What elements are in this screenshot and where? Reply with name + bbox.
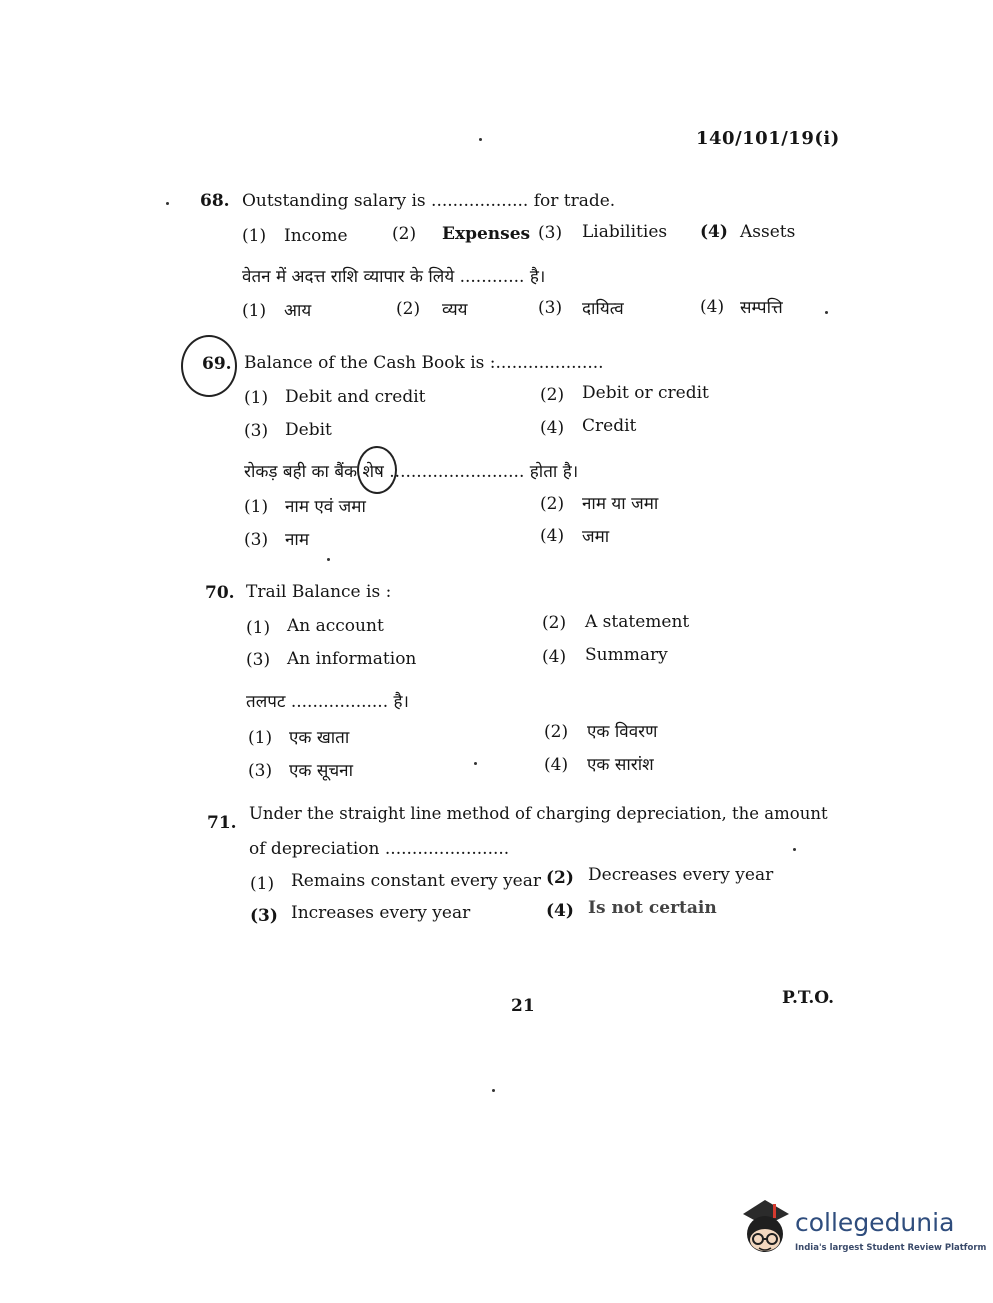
option-text: Income: [284, 226, 348, 246]
option-number: (1): [244, 497, 269, 517]
scan-speck: [474, 762, 477, 765]
option-text-hindi: आय: [284, 301, 312, 321]
option-number: (1): [242, 226, 267, 246]
scan-speck: [492, 1089, 495, 1092]
option-text-hindi: एक खाता: [289, 728, 350, 748]
option-number: (4): [700, 297, 725, 317]
student-mascot-icon: [735, 1196, 793, 1258]
collegedunia-watermark: [735, 1196, 987, 1260]
scan-speck: [327, 558, 330, 561]
option-text: Debit and credit: [285, 387, 426, 407]
question-number: 68.: [200, 191, 230, 211]
option-number: (1): [250, 874, 275, 894]
option-text: Decreases every year: [588, 865, 774, 885]
option-text-hindi: जमा: [582, 527, 610, 547]
question-text: Trail Balance is :: [246, 582, 392, 602]
paper-code: 140/101/19(i): [696, 128, 840, 149]
question-text-hindi: वेतन में अदत्त राशि व्यापार के लिये ............ है।: [242, 267, 546, 287]
option-text: An account: [287, 616, 384, 636]
option-number: (2): [546, 868, 574, 888]
option-number: (3): [250, 906, 278, 926]
option-number: (3): [538, 223, 563, 243]
scan-speck: [793, 848, 796, 851]
question-number: 69.: [202, 354, 232, 374]
option-text: Expenses: [442, 224, 531, 244]
option-text: An information: [287, 649, 417, 669]
option-text-hindi: सम्पत्ति: [740, 298, 783, 318]
question-text: of depreciation .......................: [249, 839, 510, 859]
option-text: Credit: [582, 416, 637, 436]
option-text: Increases every year: [291, 903, 471, 923]
question-text-hindi: तलपट .................. है।: [246, 692, 409, 712]
brand-tagline: India's largest Student Review Platform: [795, 1243, 987, 1253]
option-number: (1): [244, 388, 269, 408]
option-text: Remains constant every year: [291, 871, 541, 891]
option-number: (2): [544, 722, 569, 742]
option-number: (4): [546, 901, 574, 921]
option-text-hindi: नाम एवं जमा: [285, 497, 366, 517]
option-text: Summary: [585, 645, 668, 665]
option-number: (4): [700, 222, 728, 242]
option-number: (3): [244, 421, 269, 441]
option-text: Liabilities: [582, 222, 668, 242]
option-number: (3): [244, 530, 269, 550]
option-number: (2): [392, 224, 417, 244]
option-text-hindi: व्यय: [442, 300, 468, 320]
option-number: (3): [538, 298, 563, 318]
option-text: Debit or credit: [582, 383, 709, 403]
question-number: 71.: [207, 813, 237, 833]
option-text: A statement: [585, 612, 690, 632]
question-text: Balance of the Cash Book is :....................: [244, 353, 604, 373]
option-number: (2): [396, 299, 421, 319]
brand-name: collegedunia: [795, 1208, 955, 1237]
option-number: (2): [540, 385, 565, 405]
option-text-hindi: एक विवरण: [587, 722, 658, 742]
option-number: (4): [540, 418, 565, 438]
option-number: (1): [248, 728, 273, 748]
option-text: Is not certain: [588, 898, 717, 918]
question-number: 70.: [205, 583, 235, 603]
pto-label: P.T.O.: [782, 988, 834, 1008]
scan-speck: [166, 202, 169, 205]
question-text: Outstanding salary is .................. for trade.: [242, 191, 616, 211]
option-text: Debit: [285, 420, 332, 440]
page-number: 21: [511, 996, 535, 1016]
option-number: (4): [544, 755, 569, 775]
option-number: (2): [540, 494, 565, 514]
scan-speck: [479, 138, 482, 141]
option-number: (3): [246, 650, 271, 670]
option-number: (3): [248, 761, 273, 781]
option-number: (4): [542, 647, 567, 667]
scan-speck: [825, 311, 828, 314]
question-text-hindi: रोकड़ बही का बैंक शेष ......................... होता है।: [244, 462, 579, 482]
option-text-hindi: एक सारांश: [587, 755, 654, 775]
option-text: Assets: [740, 222, 796, 242]
option-number: (2): [542, 613, 567, 633]
option-text-hindi: नाम या जमा: [582, 494, 659, 514]
option-number: (1): [242, 301, 267, 321]
option-text-hindi: नाम: [285, 530, 310, 550]
option-text-hindi: दायित्व: [582, 299, 624, 319]
question-text: Under the straight line method of charging depreciation, the amount: [249, 804, 828, 823]
option-number: (4): [540, 526, 565, 546]
option-number: (1): [246, 618, 271, 638]
option-text-hindi: एक सूचना: [289, 761, 353, 781]
